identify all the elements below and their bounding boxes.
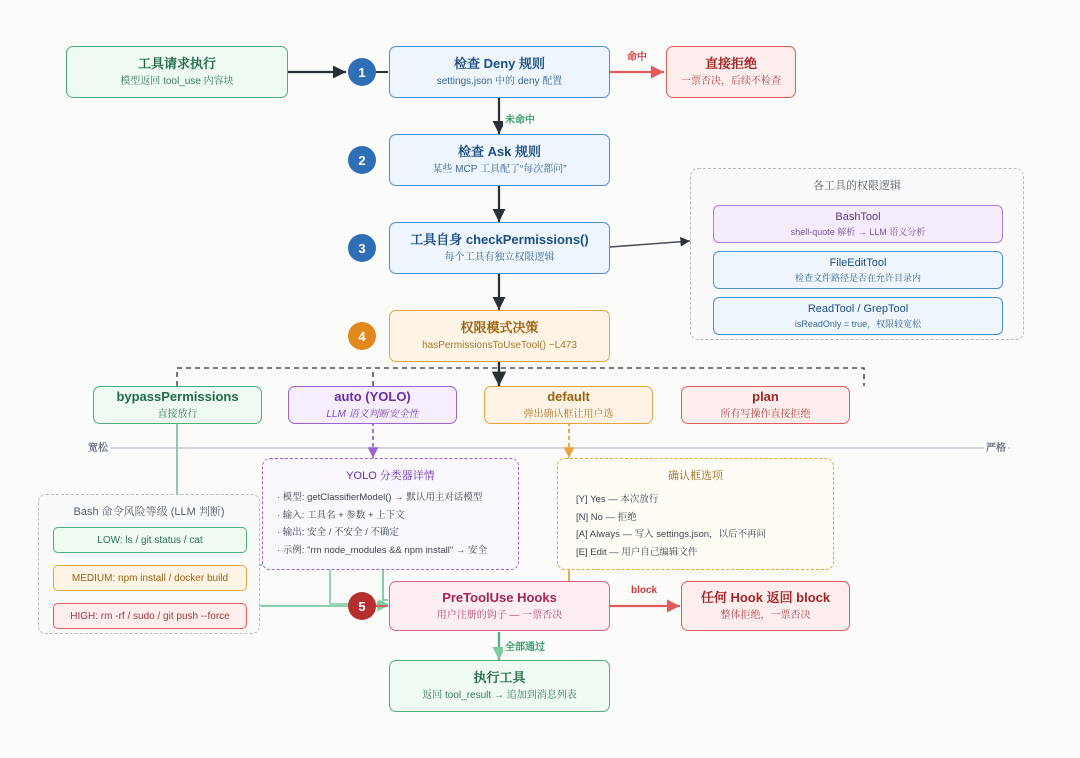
node-direct-deny[interactable] (666, 46, 796, 98)
confirm-bullet: [E] Edit — 用户自己编辑文件 (576, 546, 698, 558)
confirm-bullet: [A] Always — 写入 settings.json，以后不再问 (576, 529, 767, 541)
yolo-bullet: · 模型: getClassifierModel() → 默认用主对话模型 (277, 492, 483, 503)
step-badge-3 (348, 234, 376, 262)
sub-node-bashtool[interactable] (713, 205, 1003, 243)
yolo-bullet: · 输入: 工具名 + 参数 + 上下文 (277, 509, 405, 521)
node-subtitle: 所有写操作直接拒绝 (720, 409, 811, 421)
yolo-bullet: · 输出: 安全 / 不安全 / 不确定 (277, 527, 399, 539)
node-subtitle: 每个工具有独立权限逻辑 (444, 252, 555, 264)
risk-chip-low (53, 527, 247, 553)
node-title: 直接拒绝 (704, 55, 757, 71)
node-title: 工具自身 checkPermissions() (410, 231, 589, 247)
node-title: 权限模式决策 (460, 319, 539, 335)
node-title: 检查 Ask 规则 (457, 143, 542, 159)
node-mode-default[interactable] (484, 386, 653, 424)
node-title: PreToolUse Hooks (442, 589, 557, 605)
step-badge-label: 4 (358, 328, 366, 344)
risk-chip-label: LOW: ls / git status / cat (97, 534, 203, 546)
edge-label-miss: 未命中 (503, 111, 537, 126)
group-title: 各工具的权限逻辑 (813, 180, 901, 192)
confirm-bullet: [N] No — 拒绝 (576, 511, 637, 523)
yolo-bullet: · 示例: "rm node_modules && npm install" → 安全 (277, 544, 488, 556)
group-title: YOLO 分类器详情 (346, 470, 435, 482)
risk-chip-medium (53, 565, 247, 591)
node-subtitle: 弹出确认框让用户选 (523, 409, 614, 421)
step-badge-1 (348, 58, 376, 86)
group-confirm-options (557, 458, 834, 570)
node-title: 工具请求执行 (137, 55, 216, 71)
node-execute-tool[interactable] (389, 660, 610, 712)
group-bash-risk (38, 494, 260, 634)
node-subtitle: 直接放行 (157, 409, 198, 421)
group-title: 确认框选项 (668, 470, 723, 482)
node-subtitle: 一票否决，后续不检查 (681, 76, 781, 88)
group-tool-logic (690, 168, 1024, 340)
node-mode-plan[interactable] (681, 386, 850, 424)
node-subtitle: 用户注册的钩子 — 一票否决 (436, 610, 563, 622)
node-title: auto (YOLO) (334, 388, 411, 404)
node-subtitle: hasPermissionsToUseTool() ~L473 (422, 340, 577, 352)
yolo-bullets (277, 489, 508, 559)
sub-node-subtitle: shell-quote 解析 → LLM 语义分析 (790, 226, 926, 237)
node-title: 执行工具 (473, 669, 526, 685)
node-deny-rule[interactable] (389, 46, 610, 98)
step-badge-label: 1 (358, 64, 366, 80)
node-tool-request[interactable] (66, 46, 288, 98)
node-hook-block[interactable] (681, 581, 850, 631)
step-badge-label: 3 (358, 240, 366, 256)
sub-node-title: BashTool (835, 210, 881, 223)
node-pretooluse-hooks[interactable] (389, 581, 610, 631)
edge-label-pass-all: 全部通过 (503, 638, 547, 653)
edge-label-hit: 命中 (625, 48, 649, 63)
node-subtitle: 整体拒绝，一票否决 (720, 610, 811, 622)
risk-chip-label: MEDIUM: npm install / docker build (71, 572, 229, 584)
node-mode-decision[interactable] (389, 310, 610, 362)
sub-node-title: FileEditTool (829, 256, 887, 269)
node-subtitle: settings.json 中的 deny 配置 (436, 76, 563, 88)
node-title: plan (752, 388, 779, 404)
step-badge-label: 5 (358, 598, 366, 614)
node-title: 任何 Hook 返回 block (700, 589, 831, 605)
node-subtitle: 模型返回 tool_use 内容块 (120, 76, 234, 88)
step-badge-2 (348, 146, 376, 174)
node-subtitle: LLM 语义判断安全性 (326, 409, 419, 421)
confirm-bullet: [Y] Yes — 本次放行 (576, 494, 659, 505)
step-badge-4 (348, 322, 376, 350)
confirm-bullets (576, 491, 823, 561)
risk-chip-high (53, 603, 247, 629)
node-title: default (547, 388, 590, 404)
node-mode-bypass[interactable] (93, 386, 262, 424)
risk-chip-label: HIGH: rm -rf / sudo / git push --force (70, 610, 230, 622)
sub-node-subtitle: isReadOnly = true，权限较宽松 (794, 318, 922, 329)
edge-label-block: block (631, 585, 658, 596)
node-ask-rule[interactable] (389, 134, 610, 186)
sub-node-fileedittool[interactable] (713, 251, 1003, 289)
group-title: Bash 命令风险等级 (LLM 判断) (73, 506, 225, 518)
group-yolo-classifier (262, 458, 519, 570)
node-title: 检查 Deny 规则 (453, 55, 545, 71)
sub-node-read-grep-tool[interactable] (713, 297, 1003, 335)
node-subtitle: 返回 tool_result → 追加到消息列表 (422, 690, 577, 702)
step-badge-5 (348, 592, 376, 620)
sub-node-subtitle: 检查文件路径是否在允许目录内 (794, 272, 921, 283)
step-badge-label: 2 (358, 152, 366, 168)
node-check-permissions[interactable] (389, 222, 610, 274)
edge-label-strict: 严格 (984, 439, 1008, 454)
node-mode-auto[interactable] (288, 386, 457, 424)
edge-label-loose: 宽松 (86, 439, 110, 454)
node-subtitle: 某些 MCP 工具配了“每次都问” (432, 164, 567, 176)
sub-node-title: ReadTool / GrepTool (807, 302, 909, 315)
node-title: bypassPermissions (116, 388, 239, 404)
